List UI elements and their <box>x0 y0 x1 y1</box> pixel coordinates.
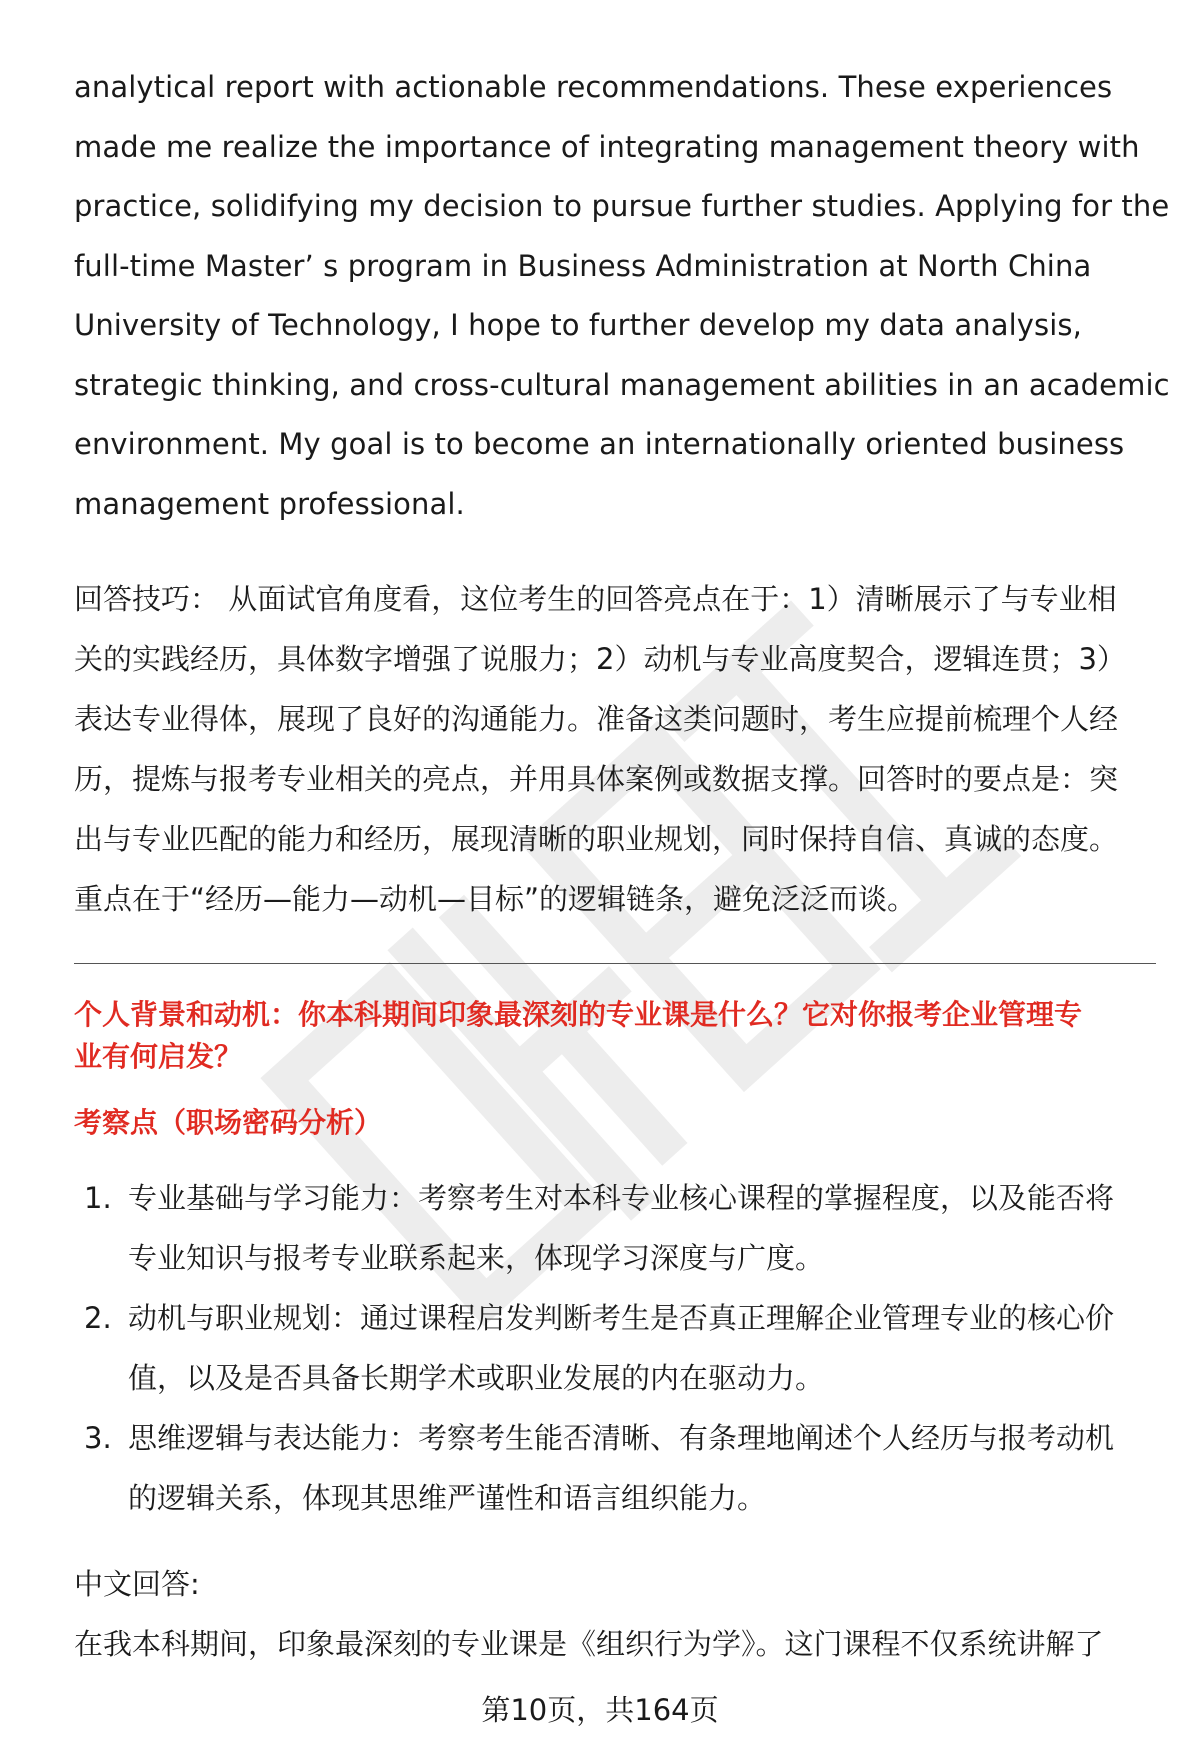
english-line: strategic thinking, and cross-cultural management abilities in an academic <box>74 367 1170 402</box>
english-line: analytical report with actionable recommendations. These experiences <box>74 70 1113 104</box>
list-item-line: 动机与职业规划：通过课程启发判断考生是否真正理解企业管理专业的核心价 <box>128 1301 1115 1335</box>
chinese-answer-text: 在我本科期间，印象最深刻的专业课是《组织行为学》。这门课程不仅系统讲解了 <box>74 1627 1104 1661</box>
chinese-answer-label: 中文回答: <box>74 1567 200 1601</box>
english-line: University of Technology, I hope to further develop my data analysis, <box>74 308 1082 342</box>
question-line: 个人背景和动机：你本科期间印象最深刻的专业课是什么？它对你报考企业管理专 <box>74 998 1083 1031</box>
english-line: practice, solidifying my decision to pursue further studies. Applying for the <box>74 189 1170 223</box>
tip-line: 关的实践经历，具体数字增强了说服力；2）动机与专业高度契合，逻辑连贯；3） <box>74 642 1126 676</box>
section-divider <box>74 963 1156 964</box>
english-line: made me realize the importance of integrating management theory with <box>74 129 1140 164</box>
list-number: 3. <box>84 1421 112 1455</box>
list-item-line: 的逻辑关系，体现其思维严谨性和语言组织能力。 <box>128 1481 767 1515</box>
page-footer: 第10页，共164页 <box>481 1693 719 1727</box>
answer-tips-paragraph <box>74 569 1144 929</box>
analysis-list <box>74 1168 1144 1528</box>
list-item <box>74 1288 1144 1408</box>
list-item-line: 专业基础与学习能力：考察考生对本科专业核心课程的掌握程度，以及能否将 <box>128 1181 1115 1215</box>
list-item-line: 值，以及是否具备长期学术或职业发展的内在驱动力。 <box>128 1361 825 1395</box>
tip-line: 回答技巧： 从面试官角度看，这位考生的回答亮点在于：1）清晰展示了与专业相 <box>74 582 1117 616</box>
page-content <box>74 58 1170 1672</box>
list-item-line: 思维逻辑与表达能力：考察考生能否清晰、有条理地阐述个人经历与报考动机 <box>128 1421 1115 1455</box>
question-line: 业有何启发？ <box>74 1040 243 1073</box>
question-heading <box>74 994 1144 1078</box>
list-number: 2. <box>84 1301 112 1335</box>
list-number: 1. <box>84 1181 112 1215</box>
tip-line: 出与专业匹配的能力和经历，展现清晰的职业规划，同时保持自信、真诚的态度。 <box>74 822 1119 856</box>
list-item <box>74 1168 1144 1288</box>
tip-line: 重点在于“经历—能力—动机—目标”的逻辑链条，避免泛泛而谈。 <box>74 882 917 916</box>
english-line: full-time Master’ s program in Business Administration at North China <box>74 248 1092 283</box>
english-answer-paragraph <box>74 58 1170 534</box>
tip-line: 历，提炼与报考专业相关的亮点，并用具体案例或数据支撑。回答时的要点是：突 <box>74 762 1119 796</box>
list-item-line: 专业知识与报考专业联系起来，体现学习深度与广度。 <box>128 1241 825 1275</box>
tip-line: 表达专业得体，展现了良好的沟通能力。准备这类问题时，考生应提前梳理个人经 <box>74 702 1119 736</box>
english-line: environment. My goal is to become an internationally oriented business <box>74 427 1125 461</box>
list-item <box>74 1408 1144 1528</box>
english-line: management professional. <box>74 486 465 521</box>
analysis-heading: 考察点（职场密码分析） <box>74 1106 383 1139</box>
